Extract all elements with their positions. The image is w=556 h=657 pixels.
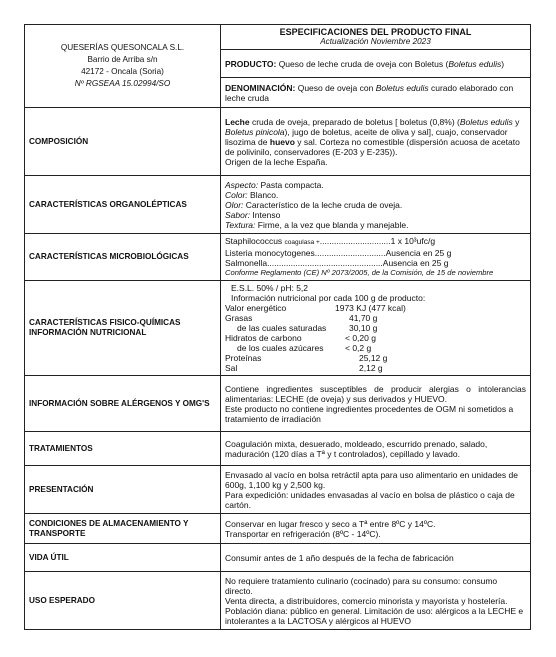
composition-egg: huevo [269,136,295,147]
intended-use-text-2: Venta directa, a distribuidores, comercio minorista y mayorista y hostelería. [225,595,508,606]
product-label: PRODUCTO: [225,58,277,69]
denomination-italic: Boletus edulis [375,82,429,93]
intended-use-text-1: No requiere tratamiento culinario (cocinado) para su consumo: consumo directo. [225,575,498,596]
storage-text-2: Transportar en refrigeración (8ºC - 14ºC). [225,528,381,539]
treatments-label: TRATAMIENTOS [25,432,221,466]
header-cell [221,25,531,50]
organoleptic-item: Aspecto: Pasta compacta. [225,179,324,190]
presentation-cell [221,466,531,514]
organoleptic-item: Sabor: Intenso [225,209,281,220]
composition-origin: Origen de la leche España. [225,156,328,167]
composition-milk: Leche [225,116,250,127]
nutrition-row: de las cuales saturadas 30,10 g [237,323,378,333]
presentation-text-1: Envasado al vacío en bolsa retráctil apta para uso alimentario en unidades de 600g, 1,100 kg y 2,500 kg. [225,469,518,490]
document-title: ESPECIFICACIONES DEL PRODUCTO FINAL [279,27,472,37]
presentation-label: PRESENTACIÓN [25,466,221,514]
company-rgseaa: Nº RGSEAA 15.02994/SO [74,79,171,88]
storage-cell [221,514,531,544]
nutrition-row: Valor energético 1973 KJ (477 kcal) [225,303,406,313]
company-name: QUESERÍAS QUESONCALA S.L. [60,43,185,52]
microbiology-cell [221,234,531,281]
physicochemical-label-1: CARACTERÍSTICAS FISICO-QUÍMICAS [29,318,181,327]
organoleptic-cell [221,176,531,234]
treatments-text: Coagulación mixta, desuerado, moldeado, escurrido prenado, salado, maduración (120 días a Tª y t controlados), cepillado y lavado. [221,432,531,466]
physicochemical-cell [221,281,531,376]
allergens-label: INFORMACIÓN SOBRE ALÉRGENOS Y OMG'S [25,376,221,432]
storage-label [25,514,221,544]
allergens-cell [221,376,531,432]
product-end: ) [501,58,505,69]
product-spec-table [24,24,531,630]
intended-use-row [25,572,531,630]
intended-use-text-3: Población diana: público en general. Limitación de uso: alérgicos a la LECHE e intolerantes a la LACTOSA y alérgicos al HUEVO [225,605,524,626]
esl-ph: E.S.L. 50% / pH: 5,2 [231,283,309,293]
microbiology-regulation: Conforme Reglamento (CE) Nº 2073/2005, de la Comisión, de 15 de noviembre [225,268,494,277]
intended-use-label: USO ESPERADO [25,572,221,630]
intended-use-cell [221,572,531,630]
storage-row [25,514,531,544]
company-address-2: 42172 - Oncala (Soria) [81,67,164,76]
allergens-row [25,376,531,432]
composition-label: COMPOSICIÓN [25,108,221,176]
physicochemical-label [25,281,221,376]
shelf-life-row [25,544,531,572]
denomination-label: DENOMINACIÓN: [225,82,296,93]
physicochemical-label-2: INFORMACIÓN NUTRICIONAL [29,328,147,337]
allergens-text-2: Este producto no contiene ingredientes procedentes de OGM ni sometidos a tratamiento de irradiación [225,403,514,424]
microbiology-row [25,234,531,281]
salmonella-line: Salmonella.................................................Ausencia en 25 g [225,258,449,268]
presentation-row [25,466,531,514]
composition-text-3: ), jugo de boletus, aceite de oliva y sal], cuajo, conservador lisozima de [225,126,508,147]
composition-row [25,108,531,176]
nutrition-row: Proteínas 25,12 g [225,353,388,363]
composition-text-2: y [512,116,520,127]
composition-text-4: y sal. Corteza no comestible (dispersión acuosa de acetato de polivinilo, conservadores (E-203 y E-235)). [225,136,520,157]
treatments-row [25,432,531,466]
product-italic: Boletus edulis [448,58,502,69]
header-row [25,25,531,50]
composition-italic-1: Boletus edulis [459,116,513,127]
shelf-life-label: VIDA ÚTIL [25,544,221,572]
organoleptic-item: Olor: Característico de la leche cruda de oveja. [225,199,403,210]
nutrition-table [225,303,415,373]
listeria-line: Listeria monocytogenes..............................Ausencia en 25 g [225,248,452,258]
shelf-life-text: Consumir antes de 1 año después de la fecha de fabricación [221,544,531,572]
nutrition-row: de los cuales azúcares < 0,2 g [237,343,372,353]
nutrition-row: Sal 2,12 g [225,363,383,373]
product-text: Queso de leche cruda de oveja con Boletus ( [276,58,449,69]
composition-italic-2: Boletus pinicola [225,126,285,137]
organoleptic-label: CARACTERÍSTICAS ORGANOLÉPTICAS [25,176,221,234]
storage-label-1: CONDICIONES DE ALMACENAMIENTO Y [29,518,189,528]
storage-label-2: TRANSPORTE [29,528,86,538]
denomination-cell [221,78,531,108]
composition-cell [221,108,531,176]
denomination-text-2: curado elaborado con leche cruda [225,82,514,103]
microbiology-label: CARACTERÍSTICAS MICROBIOLÓGICAS [25,234,221,281]
presentation-text-2: Para expedición: unidades envasadas al vacío en bolsa de plástico o caja de cartón. [225,489,515,510]
product-cell [221,50,531,78]
nutrition-row: Hidratos de carbono < 0,20 g [225,333,376,343]
storage-text-1: Conservar en lugar fresco y seco a Tª entre 8ºC y 14ºC. [225,518,436,529]
organoleptic-item: Textura: Firme, a la vez que blanda y manejable. [225,219,409,230]
composition-text-1: cruda de oveja, preparado de boletus [ boletus (0,8%) ( [249,116,460,127]
nutrition-row: Grasas 41,70 g [225,313,378,323]
denomination-text-1: Queso de oveja con [295,82,376,93]
organoleptic-row [25,176,531,234]
staph-line: Staphilococcus coagulasa +..............................1 x 10³ufc/g [225,236,436,246]
allergens-text-1: Contiene ingredientes susceptibles de producir alergias o intolerancias alimentarias: LECHE (de oveja) y sus derivados y HUEVO. [225,383,526,404]
nutrition-intro: Información nutricional por cada 100 g de producto: [231,293,426,303]
company-info [25,25,221,108]
document-update: Actualización Noviembre 2023 [320,37,431,46]
company-address-1: Barrio de Arriba s/n [87,55,158,64]
physicochemical-row [25,281,531,376]
organoleptic-item: Color: Blanco. [225,189,279,200]
